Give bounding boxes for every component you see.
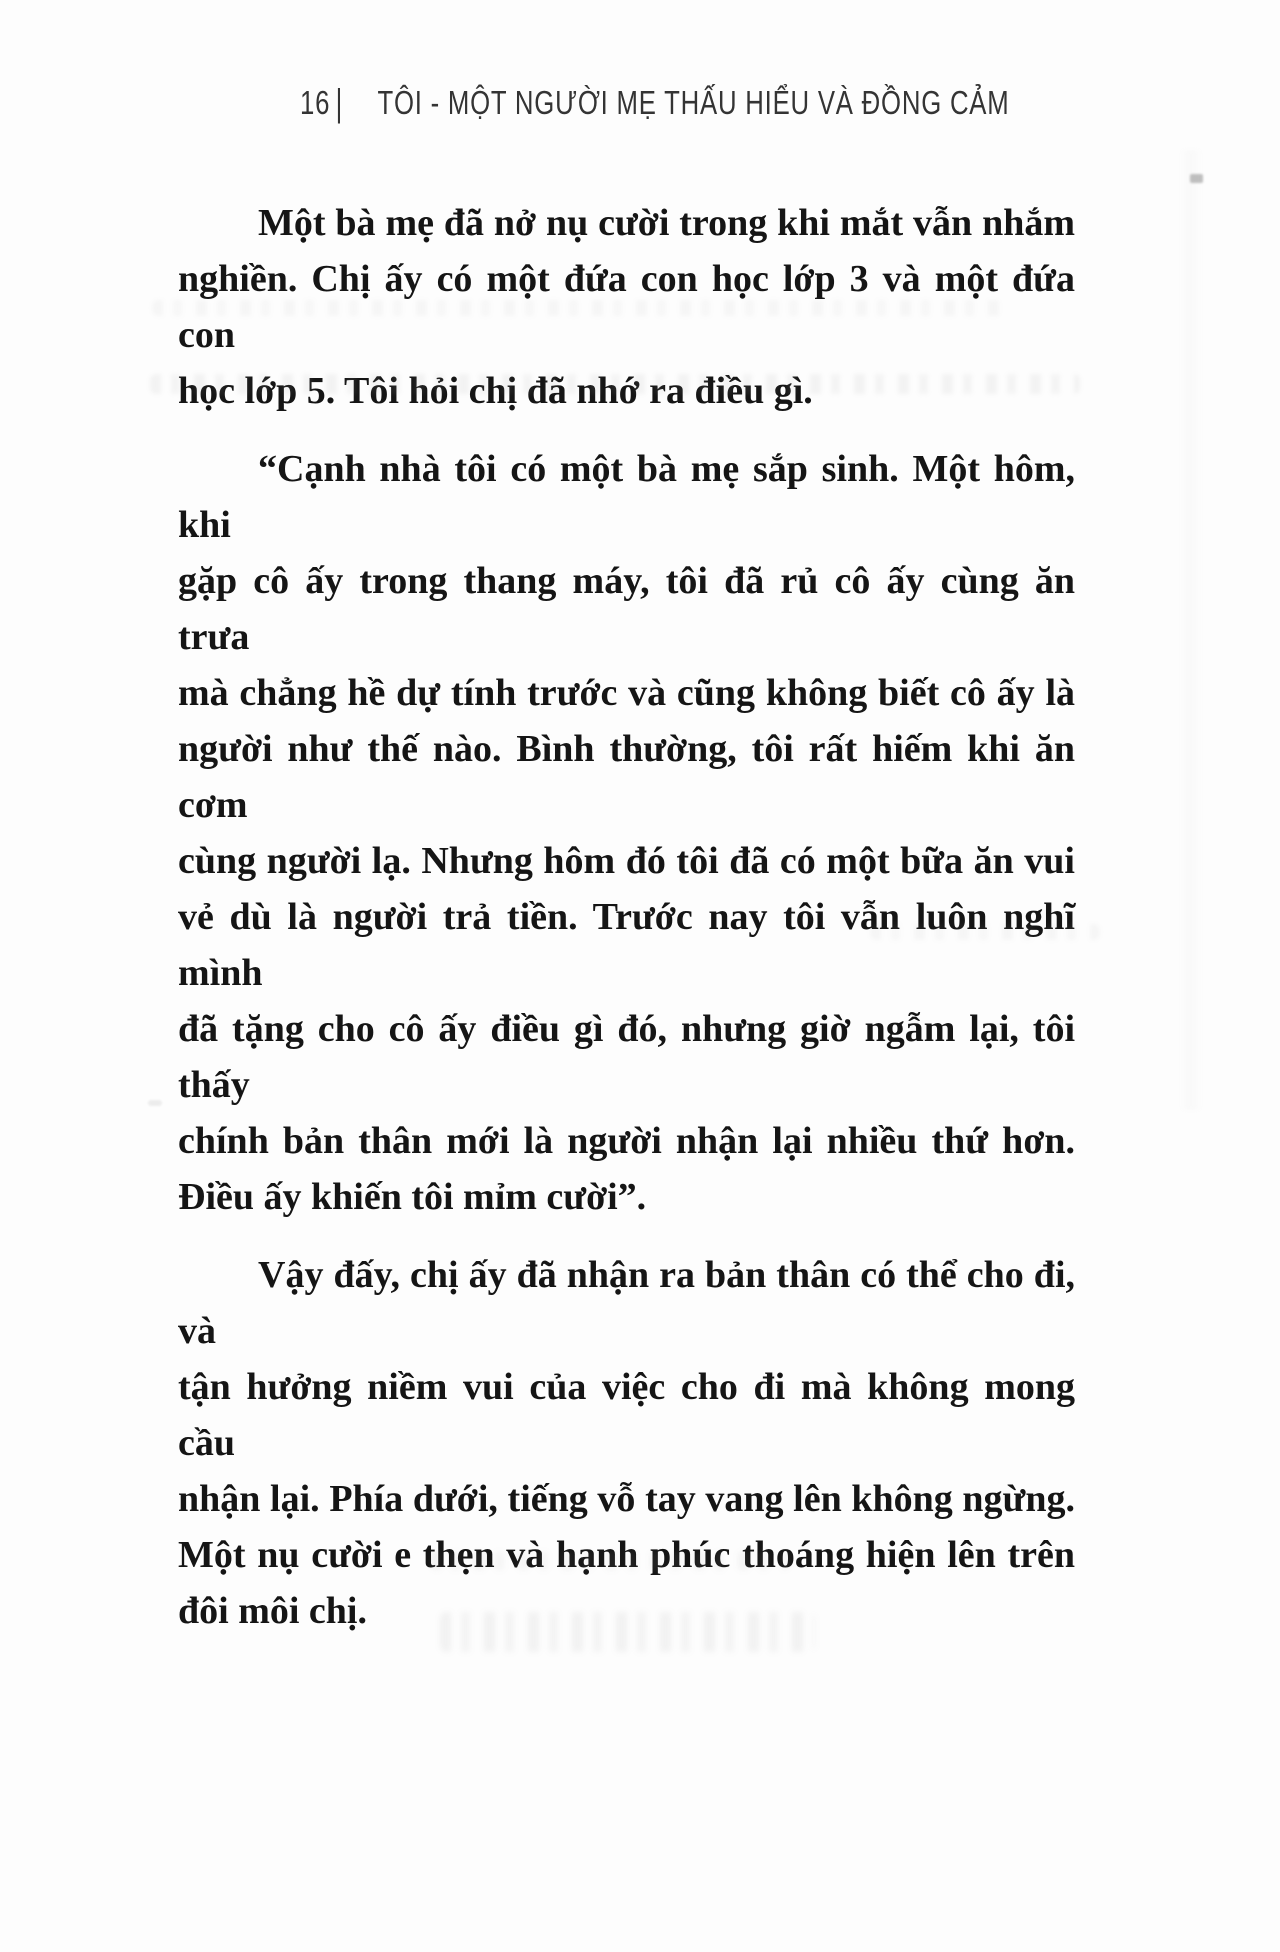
text-line: học lớp 5. Tôi hỏi chị đã nhớ ra điều gì.	[178, 370, 813, 412]
text-line: Một bà mẹ đã nở nụ cười trong khi mắt vẫn nhắm	[258, 202, 1075, 244]
text-line: tận hưởng niềm vui của việc cho đi mà không mong cầu	[178, 1366, 1075, 1464]
text-line: người như thế nào. Bình thường, tôi rất hiếm khi ăn cơm	[178, 728, 1075, 826]
text-line: mà chẳng hề dự tính trước và cũng không biết cô ấy là	[178, 672, 1075, 714]
text-line: đã tặng cho cô ấy điều gì đó, nhưng giờ ngẫm lại, tôi thấy	[178, 1008, 1075, 1106]
text-line: đôi môi chị.	[178, 1590, 367, 1632]
body-text	[178, 195, 1075, 1661]
text-line: vẻ dù là người trả tiền. Trước nay tôi vẫn luôn nghĩ mình	[178, 896, 1075, 994]
text-line: gặp cô ấy trong thang máy, tôi đã rủ cô ấy cùng ăn trưa	[178, 560, 1075, 658]
text-line: nghiền. Chị ấy có một đứa con học lớp 3 và một đứa con	[178, 258, 1075, 356]
paragraph	[178, 1247, 1075, 1639]
text-line: Điều ấy khiến tôi mỉm cười”.	[178, 1176, 647, 1218]
scan-speck	[148, 1100, 162, 1106]
paragraph	[178, 441, 1075, 1225]
running-head-title: TÔI - MỘT NGƯỜI MẸ THẤU HIỂU VÀ ĐỒNG CẢM	[377, 84, 1010, 121]
paragraph	[178, 195, 1075, 419]
header-divider: |	[335, 81, 344, 124]
page-edge-shadow	[1180, 150, 1202, 1110]
text-line: “Cạnh nhà tôi có một bà mẹ sắp sinh. Một hôm, khi	[178, 448, 1075, 546]
page-header	[300, 81, 1010, 124]
text-line: nhận lại. Phía dưới, tiếng vỗ tay vang lên không ngừng.	[178, 1478, 1075, 1520]
text-line: Vậy đấy, chị ấy đã nhận ra bản thân có thể cho đi, và	[178, 1254, 1075, 1352]
text-line: chính bản thân mới là người nhận lại nhiều thứ hơn.	[178, 1120, 1075, 1162]
page-number: 16	[300, 84, 331, 121]
text-line: cùng người lạ. Nhưng hôm đó tôi đã có một bữa ăn vui	[178, 840, 1075, 882]
text-line: Một nụ cười e thẹn và hạnh phúc thoáng hiện lên trên	[178, 1534, 1075, 1576]
scan-speck	[1190, 174, 1203, 183]
